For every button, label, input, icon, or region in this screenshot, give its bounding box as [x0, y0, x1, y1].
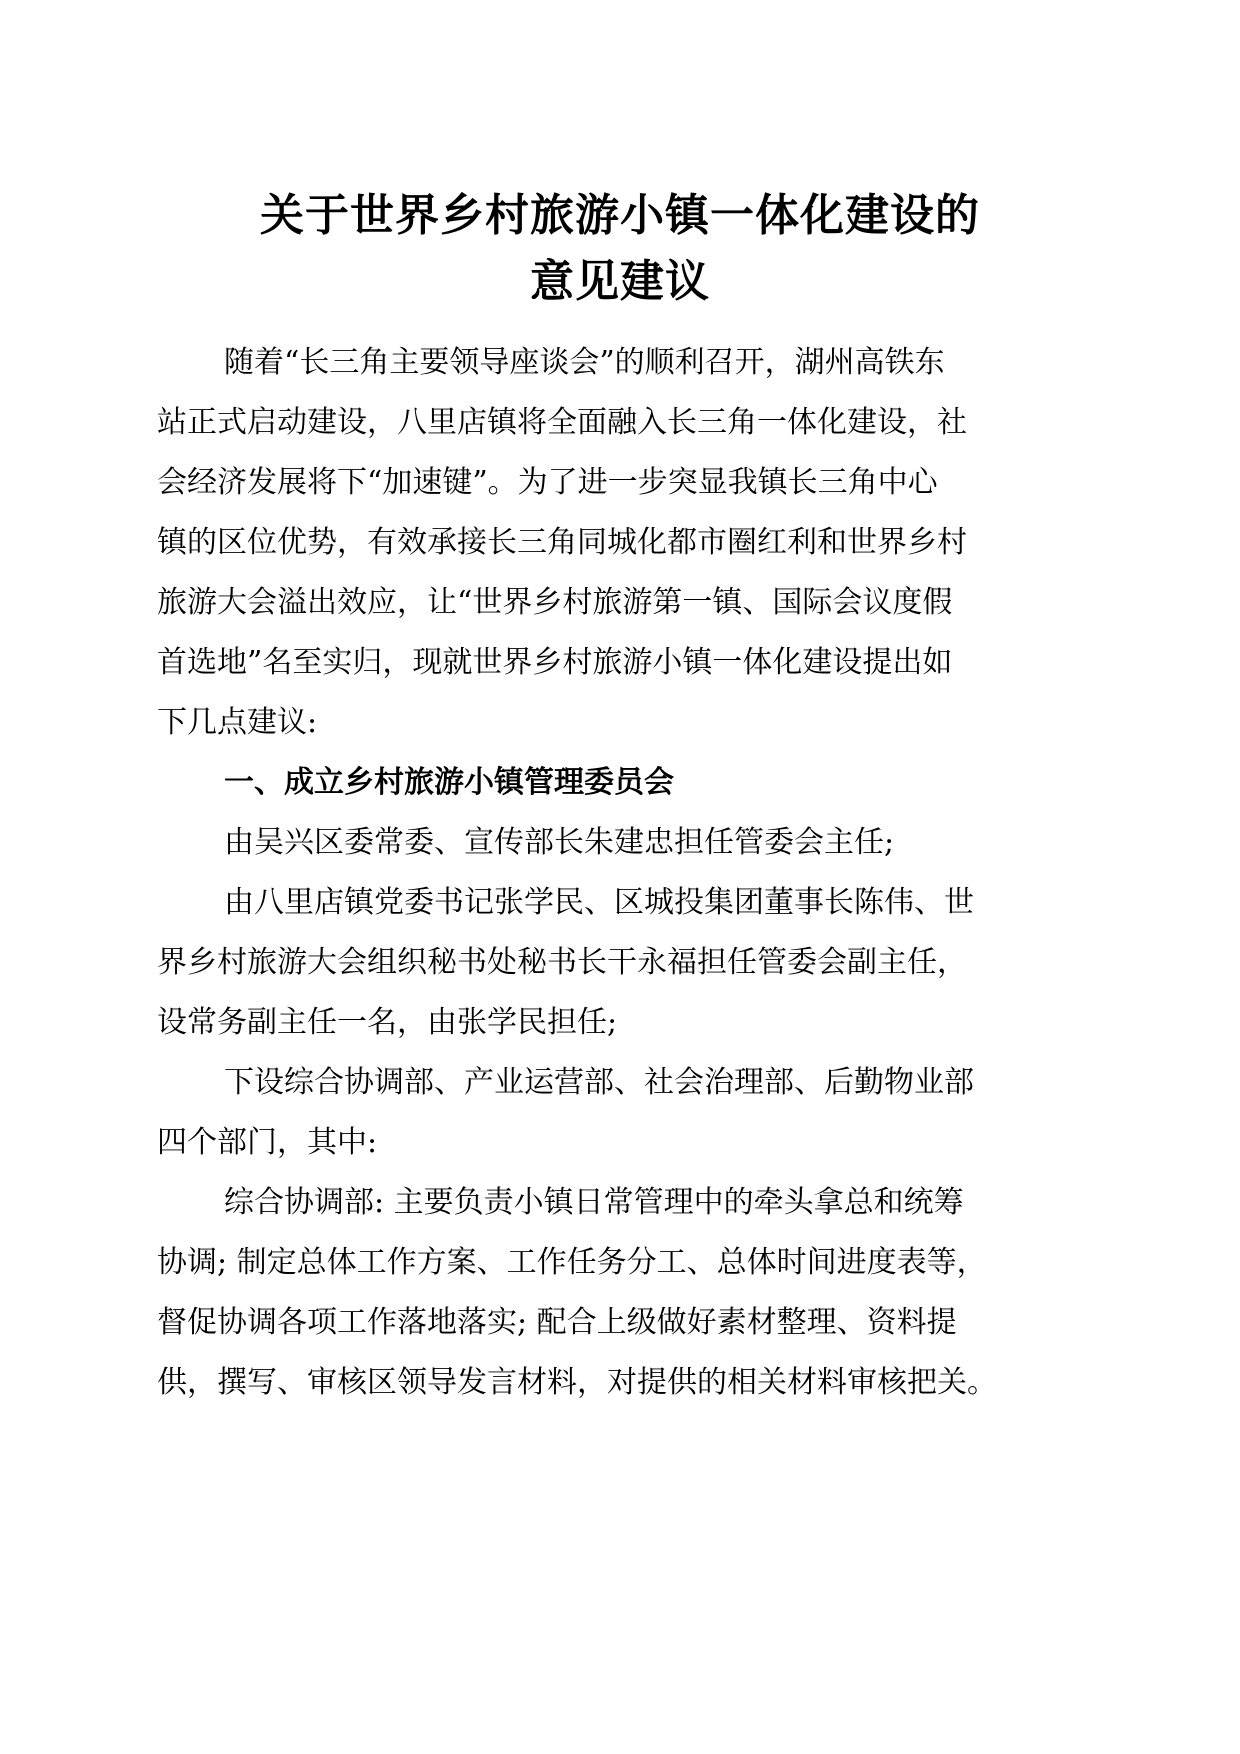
paragraph-line: 由吴兴区委常委、宣传部长朱建忠担任管委会主任; — [224, 825, 895, 860]
paragraph-line: 会经济发展将下“加速键”。为了进一步突显我镇长三角中心 — [157, 465, 938, 500]
paragraph-line: 界乡村旅游大会组织秘书处秘书长干永福担任管委会副主任， — [157, 945, 967, 980]
paragraph-line: 协调; 制定总体工作方案、工作任务分工、总体时间进度表等， — [157, 1245, 987, 1280]
paragraph-line: 下几点建议: — [157, 705, 318, 740]
paragraph-line: 四个部门，其中: — [157, 1125, 378, 1160]
document-title-line-1: 关于世界乡村旅游小镇一体化建设的 — [260, 190, 980, 241]
paragraph-line: 站正式启动建设，八里店镇将全面融入长三角一体化建设，社 — [157, 405, 967, 440]
paragraph-line: 供，撰写、审核区领导发言材料，对提供的相关材料审核把关。 — [157, 1365, 997, 1400]
paragraph-line: 由八里店镇党委书记张学民、区城投集团董事长陈伟、世 — [224, 885, 974, 920]
document-title-line-2: 意见建议 — [530, 256, 710, 307]
paragraph-line: 综合协调部: 主要负责小镇日常管理中的牵头拿总和统筹 — [224, 1185, 964, 1220]
paragraph-line: 下设综合协调部、产业运营部、社会治理部、后勤物业部 — [224, 1065, 974, 1100]
section-heading: 一、成立乡村旅游小镇管理委员会 — [224, 765, 674, 800]
paragraph-line: 首选地”名至实归，现就世界乡村旅游小镇一体化建设提出如 — [157, 645, 953, 680]
paragraph-line: 督促协调各项工作落地落实; 配合上级做好素材整理、资料提 — [157, 1305, 957, 1340]
paragraph-line: 随着“长三角主要领导座谈会”的顺利召开，湖州高铁东 — [224, 345, 945, 380]
paragraph-line: 旅游大会溢出效应，让“世界乡村旅游第一镇、国际会议度假 — [157, 585, 953, 620]
paragraph-line: 设常务副主任一名，由张学民担任; — [157, 1005, 618, 1040]
paragraph-line: 镇的区位优势，有效承接长三角同城化都市圈红利和世界乡村 — [157, 525, 967, 560]
